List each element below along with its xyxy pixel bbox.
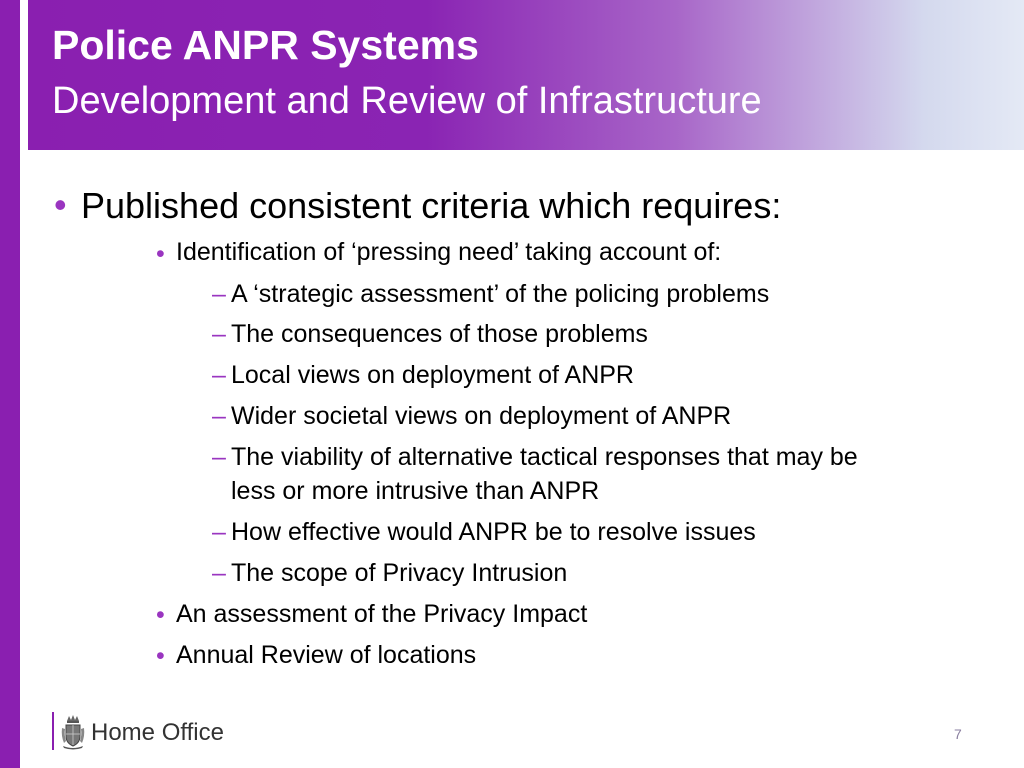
footer-divider [52,712,54,750]
bullet-marker: • [156,240,165,268]
dash-marker: – [212,559,226,587]
dash-item-societal-views: Wider societal views on deployment of ANPR [231,402,732,430]
left-gap [20,0,28,768]
royal-crest-icon [60,714,86,750]
dash-marker: – [212,443,226,471]
home-office-logo-text: Home Office [91,719,224,746]
dash-marker: – [212,361,226,389]
main-bullet: Published consistent criteria which requires: [81,185,782,226]
dash-item-local-views: Local views on deployment of ANPR [231,361,634,389]
dash-item-strategic-assessment: A ‘strategic assessment’ of the policing problems [231,280,770,308]
dash-marker: – [212,280,226,308]
sub-bullet-annual-review: Annual Review of locations [176,641,477,669]
sub-bullet-privacy-impact: An assessment of the Privacy Impact [176,600,588,628]
dash-item-privacy-intrusion: The scope of Privacy Intrusion [231,559,568,587]
dash-marker: – [212,518,226,546]
sub-bullet-pressing-need: Identification of ‘pressing need’ taking account of: [176,238,722,266]
dash-item-consequences: The consequences of those problems [231,320,648,348]
dash-item-viability-line2: less or more intrusive than ANPR [231,477,600,505]
bullet-marker: • [54,184,67,225]
bullet-marker: • [156,601,165,629]
slide-subtitle: Development and Review of Infrastructure [52,80,762,122]
slide-title: Police ANPR Systems [52,22,479,68]
dash-item-viability-line1: The viability of alternative tactical responses that may be [231,443,858,471]
dash-marker: – [212,320,226,348]
dash-item-effectiveness: How effective would ANPR be to resolve issues [231,518,756,546]
left-accent-bar [0,0,20,768]
dash-marker: – [212,402,226,430]
bullet-marker: • [156,642,165,670]
page-number: 7 [954,726,962,742]
